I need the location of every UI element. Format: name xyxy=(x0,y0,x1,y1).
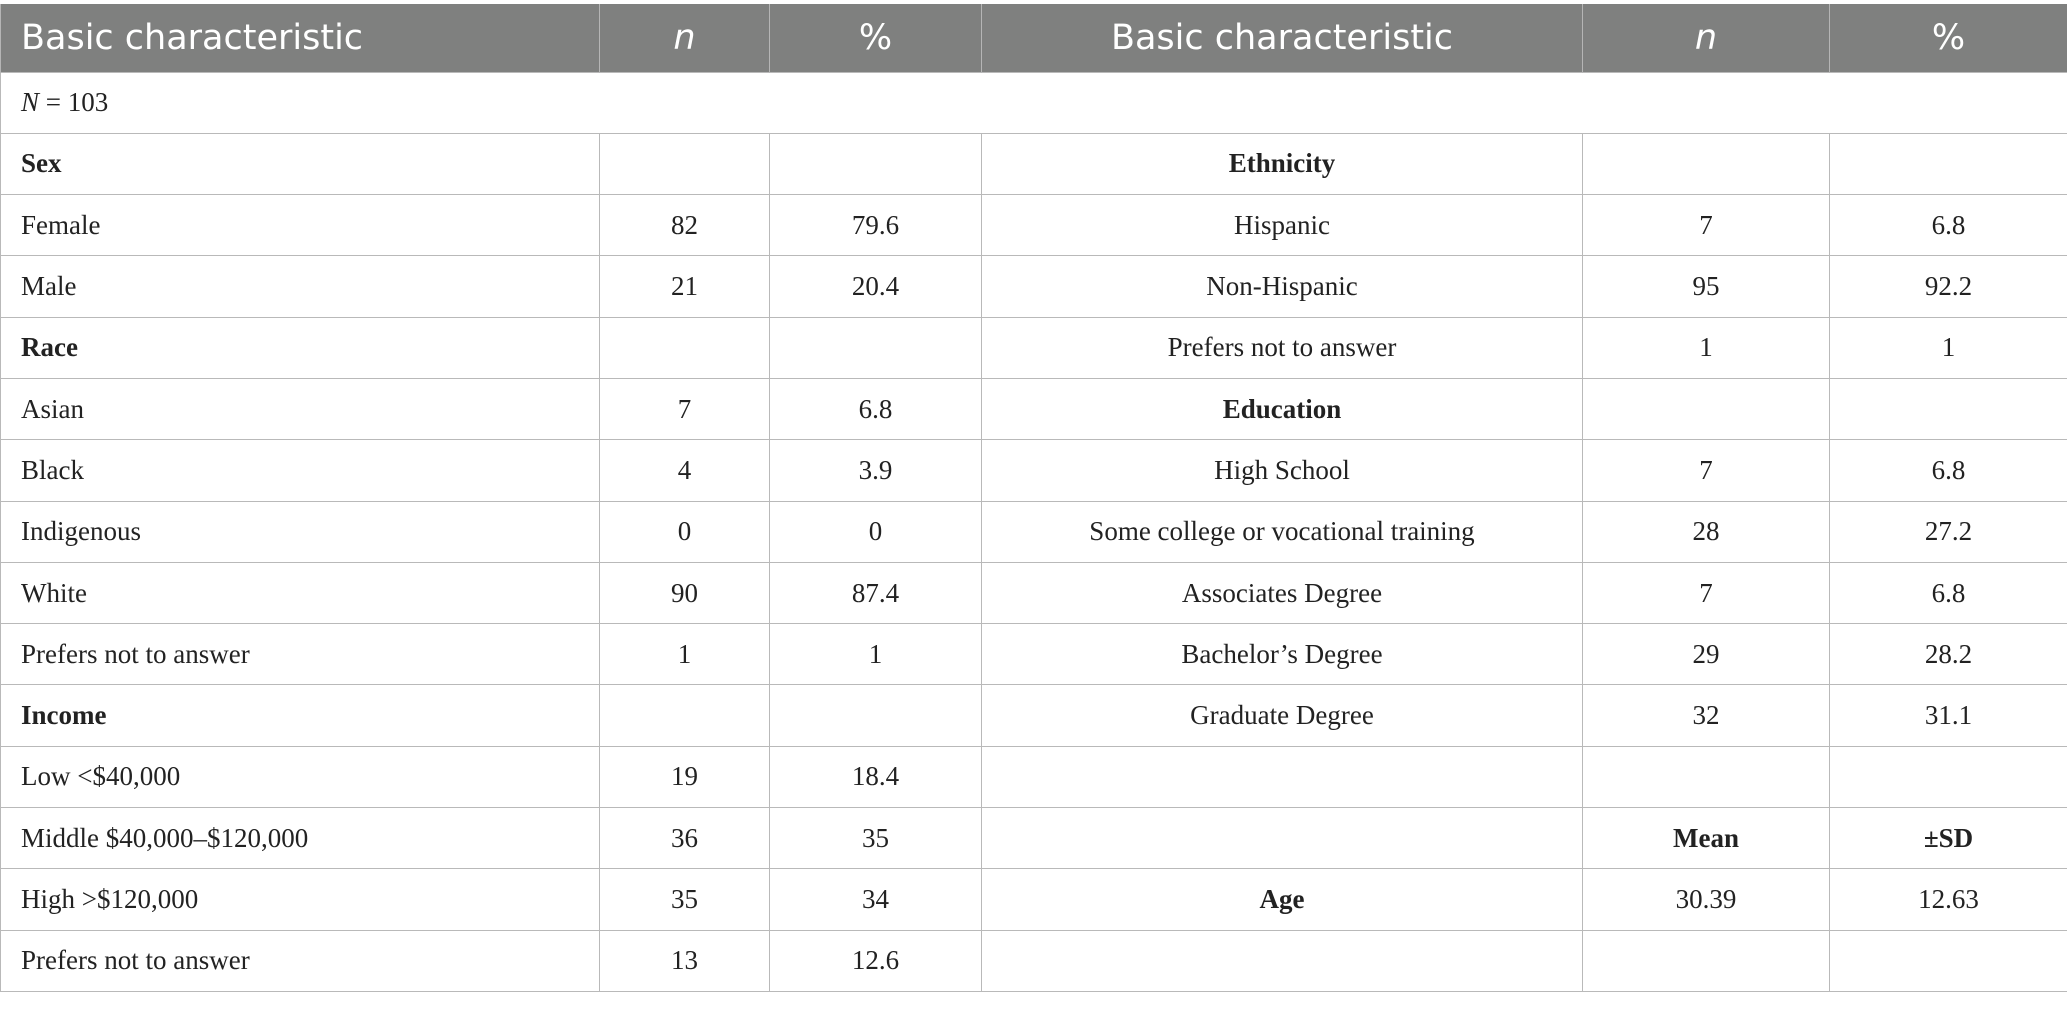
right-percent-cell: 12.63 xyxy=(1830,869,2067,930)
left-characteristic-cell: Indigenous xyxy=(1,501,600,562)
table-row xyxy=(1,930,2067,991)
left-percent-cell xyxy=(770,133,982,194)
right-percent-cell: ±SD xyxy=(1830,808,2067,869)
left-percent-cell: 34 xyxy=(770,869,982,930)
right-characteristic-cell: Education xyxy=(982,378,1583,439)
left-characteristic-cell: High >$120,000 xyxy=(1,869,600,930)
left-percent-cell: 79.6 xyxy=(770,195,982,256)
left-characteristic-cell: Prefers not to answer xyxy=(1,930,600,991)
right-n-cell xyxy=(1583,133,1830,194)
header-row xyxy=(1,4,2067,72)
right-n-cell: 28 xyxy=(1583,501,1830,562)
right-n-cell: 7 xyxy=(1583,562,1830,623)
right-percent-cell: 6.8 xyxy=(1830,562,2067,623)
right-percent-cell: 92.2 xyxy=(1830,256,2067,317)
table-body xyxy=(1,72,2067,991)
table-row xyxy=(1,624,2067,685)
left-characteristic-cell: Prefers not to answer xyxy=(1,624,600,685)
right-characteristic-cell: Age xyxy=(982,869,1583,930)
left-percent-cell xyxy=(770,317,982,378)
total-symbol: N xyxy=(21,87,40,118)
table-row xyxy=(1,378,2067,439)
right-percent-cell xyxy=(1830,378,2067,439)
total-sample-cell xyxy=(1,72,2067,133)
table-row xyxy=(1,317,2067,378)
right-n-cell: 1 xyxy=(1583,317,1830,378)
right-characteristic-cell: High School xyxy=(982,440,1583,501)
right-n-cell: 7 xyxy=(1583,440,1830,501)
left-n-cell xyxy=(600,317,770,378)
right-characteristic-cell: Non-Hispanic xyxy=(982,256,1583,317)
left-percent-cell: 18.4 xyxy=(770,746,982,807)
table-row xyxy=(1,501,2067,562)
left-percent-cell: 12.6 xyxy=(770,930,982,991)
header-percent-right: % xyxy=(1830,4,2067,72)
left-n-cell: 82 xyxy=(600,195,770,256)
left-characteristic-cell: Male xyxy=(1,256,600,317)
left-characteristic-cell: Income xyxy=(1,685,600,746)
left-percent-cell: 35 xyxy=(770,808,982,869)
right-n-cell xyxy=(1583,746,1830,807)
right-percent-cell xyxy=(1830,746,2067,807)
table-row xyxy=(1,440,2067,501)
left-n-cell xyxy=(600,685,770,746)
header-basic-characteristic-left: Basic characteristic xyxy=(1,4,600,72)
left-percent-cell: 20.4 xyxy=(770,256,982,317)
table-row xyxy=(1,256,2067,317)
right-n-cell: 95 xyxy=(1583,256,1830,317)
table-row xyxy=(1,133,2067,194)
right-percent-cell: 6.8 xyxy=(1830,195,2067,256)
right-percent-cell: 6.8 xyxy=(1830,440,2067,501)
header-percent-left: % xyxy=(770,4,982,72)
left-percent-cell: 1 xyxy=(770,624,982,685)
right-percent-cell: 27.2 xyxy=(1830,501,2067,562)
left-n-cell: 7 xyxy=(600,378,770,439)
table-row xyxy=(1,685,2067,746)
right-characteristic-cell xyxy=(982,930,1583,991)
left-characteristic-cell: Asian xyxy=(1,378,600,439)
right-percent-cell xyxy=(1830,930,2067,991)
right-characteristic-cell: Associates Degree xyxy=(982,562,1583,623)
left-n-cell: 4 xyxy=(600,440,770,501)
table-row xyxy=(1,869,2067,930)
right-n-cell xyxy=(1583,378,1830,439)
left-percent-cell: 6.8 xyxy=(770,378,982,439)
left-n-cell: 90 xyxy=(600,562,770,623)
left-characteristic-cell: Black xyxy=(1,440,600,501)
right-characteristic-cell: Ethnicity xyxy=(982,133,1583,194)
right-n-cell: Mean xyxy=(1583,808,1830,869)
left-characteristic-cell: Race xyxy=(1,317,600,378)
right-characteristic-cell xyxy=(982,808,1583,869)
left-n-cell: 1 xyxy=(600,624,770,685)
left-percent-cell: 87.4 xyxy=(770,562,982,623)
right-characteristic-cell xyxy=(982,746,1583,807)
left-n-cell: 19 xyxy=(600,746,770,807)
table-header xyxy=(1,4,2067,72)
left-characteristic-cell: Sex xyxy=(1,133,600,194)
right-percent-cell: 28.2 xyxy=(1830,624,2067,685)
left-n-cell: 13 xyxy=(600,930,770,991)
left-percent-cell: 0 xyxy=(770,501,982,562)
left-n-cell: 0 xyxy=(600,501,770,562)
right-percent-cell: 1 xyxy=(1830,317,2067,378)
total-value: = 103 xyxy=(39,87,109,118)
left-n-cell: 21 xyxy=(600,256,770,317)
total-row xyxy=(1,72,2067,133)
right-characteristic-cell: Hispanic xyxy=(982,195,1583,256)
right-percent-cell xyxy=(1830,133,2067,194)
characteristics-table-container xyxy=(0,4,2067,992)
header-basic-characteristic-right: Basic characteristic xyxy=(982,4,1583,72)
right-n-cell: 32 xyxy=(1583,685,1830,746)
right-n-cell: 29 xyxy=(1583,624,1830,685)
left-characteristic-cell: White xyxy=(1,562,600,623)
left-n-cell: 35 xyxy=(600,869,770,930)
right-characteristic-cell: Graduate Degree xyxy=(982,685,1583,746)
right-n-cell xyxy=(1583,930,1830,991)
left-characteristic-cell: Middle $40,000–$120,000 xyxy=(1,808,600,869)
left-percent-cell xyxy=(770,685,982,746)
right-n-cell: 7 xyxy=(1583,195,1830,256)
right-characteristic-cell: Some college or vocational training xyxy=(982,501,1583,562)
characteristics-table xyxy=(0,4,2067,992)
right-n-cell: 30.39 xyxy=(1583,869,1830,930)
left-characteristic-cell: Low <$40,000 xyxy=(1,746,600,807)
table-row xyxy=(1,808,2067,869)
table-row xyxy=(1,746,2067,807)
right-characteristic-cell: Bachelor’s Degree xyxy=(982,624,1583,685)
left-n-cell xyxy=(600,133,770,194)
table-row xyxy=(1,562,2067,623)
right-percent-cell: 31.1 xyxy=(1830,685,2067,746)
table-row xyxy=(1,195,2067,256)
header-n-right: n xyxy=(1583,4,1830,72)
header-n-left: n xyxy=(600,4,770,72)
right-characteristic-cell: Prefers not to answer xyxy=(982,317,1583,378)
left-percent-cell: 3.9 xyxy=(770,440,982,501)
left-characteristic-cell: Female xyxy=(1,195,600,256)
left-n-cell: 36 xyxy=(600,808,770,869)
